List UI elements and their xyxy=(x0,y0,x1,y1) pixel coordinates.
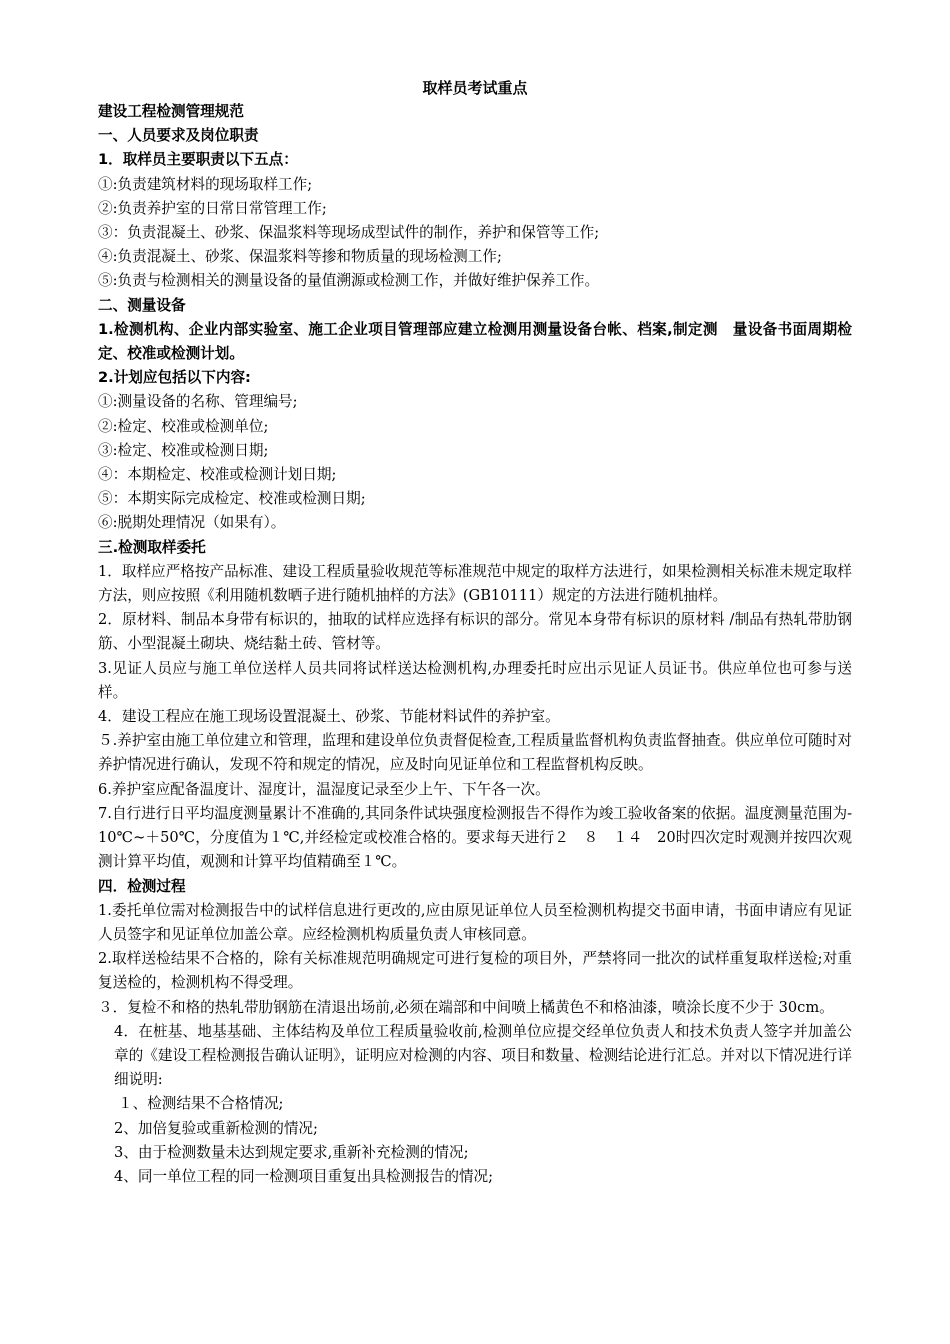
section4-list-item: 2、加倍复验或重新检测的情况; xyxy=(114,1119,318,1137)
section2-subheading: 2.计划应包括以下内容: xyxy=(98,369,251,387)
section2-item: ③:检定、校准或检测日期; xyxy=(98,441,269,459)
section4-para: 2.取样送检结果不合格的，除有关标准规范明确规定可进行复检的项目外，严禁将同一批次的试样重复取样送检;对重复送检的，检测机构不得受理。 xyxy=(98,950,852,992)
section1-item: ③：负责混凝土、砂浆、保温浆料等现场成型试件的制作，养护和保管等工作; xyxy=(98,224,600,242)
section2-item: ⑤：本期实际完成检定、校准或检测日期; xyxy=(98,490,366,508)
section3-heading: 三.检测取样委托 xyxy=(98,538,206,556)
document-title: 取样员考试重点 xyxy=(422,79,528,97)
section4-list-item: １、检测结果不合格情况; xyxy=(118,1095,284,1113)
section2-heading: 二、测量设备 xyxy=(98,296,186,314)
section1-item: ①:负责建筑材料的现场取样工作; xyxy=(98,175,313,193)
section1-item: ②:负责养护室的日常日常管理工作; xyxy=(98,199,327,217)
section2-item: ①:测量设备的名称、管理编号; xyxy=(98,393,298,411)
section2-para1: 1.检测机构、企业内部实验室、施工企业项目管理部应建立检测用测量设备台帐、档案,制定测 量设备书面周期检定、校准或检测计划。 xyxy=(98,320,852,363)
section3-para: ５.养护室由施工单位建立和管理，监理和建设单位负责督促检查,工程质量监督机构负责监督抽查。供应单位可随时对养护情况进行确认，发现不符和规定的情况，应及时向见证单位和工程监督机构反映。 xyxy=(98,732,852,774)
section1-item: ④:负责混凝土、砂浆、保温浆料等掺和物质量的现场检测工作; xyxy=(98,248,502,266)
section3-para: 2．原材料、制品本身带有标识的，抽取的试样应选择有标识的部分。常见本身带有标识的原材料 /制品有热轧带肋钢筋、小型混凝土砌块、烧结黏土砖、管材等。 xyxy=(98,611,852,653)
section3-para: 3.见证人员应与施工单位送样人员共同将试样送达检测机构,办理委托时应出示见证人员证书。供应单位也可参与送样。 xyxy=(98,659,852,701)
section4-para: 4．在桩基、地基基础、主体结构及单位工程质量验收前,检测单位应提交经单位负责人和技术负责人签字并加盖公章的《建设工程检测报告确认证明》，证明应对检测的内容、项目和数量、检测结论进行汇总。并对以下情况进行详细说明: xyxy=(114,1022,852,1089)
section4-para: 1.委托单位需对检测报告中的试样信息进行更改的,应由原见证单位人员至检测机构提交书面申请，书面申请应有见证人员签字和见证单位加盖公章。应经检测机构质量负责人审核同意。 xyxy=(98,901,852,943)
section4-heading: 四．检测过程 xyxy=(98,877,186,895)
section3-para: 7.自行进行日平均温度测量累计不准确的,其同条件试块强度检测报告不得作为竣工验收备案的依据。温度测量范围为-10℃~＋50℃，分度值为１℃,并经检定或校准合格的。要求每天进行２ ８ １４ 20时四次定时观测并按四次观测计算平均值，观测和计算平均值精确至１℃。 xyxy=(98,804,852,871)
section3-para: 1．取样应严格按产品标准、建设工程质量验收规范等标准规范中规定的取样方法进行，如果检测相关标准未规定取样方法，则应按照《利用随机数晒子进行随机抽样的方法》(GB10111）规定的方法进行随机抽样。 xyxy=(98,562,852,605)
section4-list-item: 4、同一单位工程的同一检测项目重复出具检测报告的情况; xyxy=(114,1167,494,1185)
section3-para: 4．建设工程应在施工现场设置混凝土、砂浆、节能材料试件的养护室。 xyxy=(98,708,560,726)
section3-para: 6.养护室应配备温度计、湿度计，温湿度记录至少上午、下午各一次。 xyxy=(98,780,550,798)
section1-item: ⑤:负责与检测相关的测量设备的量值溯源或检测工作，并做好维护保养工作。 xyxy=(98,272,600,290)
section4-list-item: 3、由于检测数量未达到规定要求,重新补充检测的情况; xyxy=(114,1143,469,1161)
section2-item: ②:检定、校准或检测单位; xyxy=(98,417,269,435)
section1-heading: 一、人员要求及岗位职责 xyxy=(98,127,259,145)
main-heading: 建设工程检测管理规范 xyxy=(98,103,244,120)
section2-item: ⑥:脱期处理情况（如果有）。 xyxy=(98,514,286,532)
section1-subheading: 1．取样员主要职责以下五点： xyxy=(98,151,298,169)
section4-para: ３．复检不和格的热轧带肋钢筋在清退出场前,必须在端部和中间喷上橘黄色不和格油漆，喷涂长度不少于 30cm。 xyxy=(98,998,834,1016)
section2-item: ④：本期检定、校准或检测计划日期; xyxy=(98,466,337,484)
